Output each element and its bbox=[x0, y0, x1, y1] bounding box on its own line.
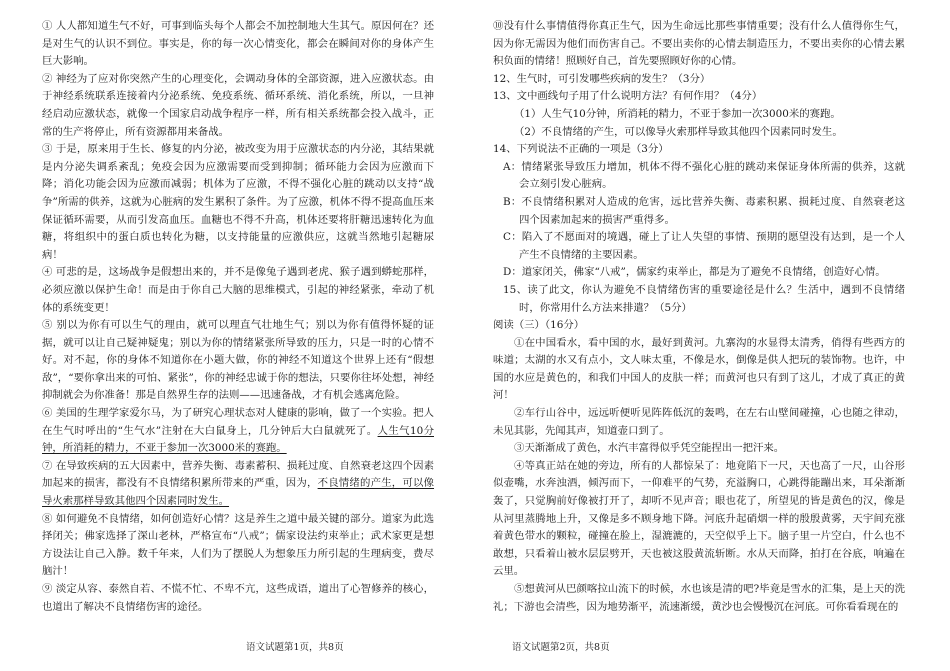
paragraph bbox=[493, 440, 905, 458]
paragraph-text: ⑤ 别以为你有可以生气的理由，就可以理直气壮地生气；别以为你有值得怀疑的证据，就可以让自己疑神疑鬼；别以为你的情绪紧张所导致的压力，只是一时的心情不好。对不起，你的身体不知道你在小题大做，你的神经不知道这个世界上还有“假想敌”，“要你拿出来的可怕、紧张”，你的神经忠诚于你的想法，只要你往坏处想，神经抑制就会为你准备！那是自然界生存的法则——迅速备战，才有机会逃离危险。 bbox=[42, 319, 434, 402]
paragraph bbox=[493, 159, 905, 194]
paragraph bbox=[493, 458, 905, 581]
paragraph bbox=[493, 581, 905, 616]
paragraph-text: ② 神经为了应对你突然产生的心理变化，会调动身体的全部资源，进入应激状态。由于神经系统联系连接着内分泌系统、免疫系统、循环系统、消化系统，所以，一旦神经启动应激状态，就像一个国家启动战争程序一样，所有相关系统都会投入战斗，正常的生产将停止，所有资源都用来备战。 bbox=[42, 72, 434, 138]
paragraph bbox=[493, 88, 905, 106]
paragraph-text: ⑦ 在导致疾病的五大因素中，营养失衡、毒素蓄积、损耗过度、自然衰老这四个因素加起来的损害，都没有不良情绪积累所带来的严重，因为， bbox=[42, 459, 434, 490]
underlined-sentence: 人生气10分钟，所消耗的精力，不亚于参加一次3000米的赛跑。 bbox=[42, 424, 434, 455]
paragraph-text: 阅读（三）（16分） bbox=[493, 319, 585, 332]
paragraph bbox=[42, 581, 434, 616]
page-footer-right: 语文试题第2页，共8页 bbox=[512, 642, 610, 653]
paragraph bbox=[42, 18, 434, 71]
paragraph bbox=[493, 124, 905, 142]
paragraph bbox=[493, 405, 905, 440]
paragraph-text: ④ 可悲的是，这场战争是假想出来的，并不是像兔子遇到老虎、猴子遇到蟒蛇那样，必须应激以保护生命！而是由于你自己大脑的思维模式，引起的神经紧张，牵动了机体的系统变更！ bbox=[42, 266, 434, 314]
paragraph-text: ⑧ 如何避免不良情绪，如何创造好心情？这是养生之道中最关键的部分。道家为此选择闭关；佛家选择了深山老林，严格宣布“八戒”；儒家设法约束举止；武术家更是想方设法让自己入静。数千年来，人们为了摆脱人为想象压力所引起的生理病变，费尽脑汁！ bbox=[42, 512, 434, 578]
paragraph-text: ③天渐渐成了黄色，水汽丰富得似乎凭空能捏出一把汗来。 bbox=[514, 442, 785, 455]
paragraph-text: ④等真正站在她的旁边，所有的人都惊呆了：地竟陷下一尺，天也高了一尺，山谷形似壶嘴，水奔浊酒，倾泻而下，一仰难平的气势，充溢胸口，心跳得能蹦出来，耳朵渐渐轰了，只觉胸前好像被打开了，却听不见声音；眼也花了，所望见的皆是黄色的汉，像是从河里蒸腾地上升，又像是多不顾身地下降。河底升起硝烟一样的殷殷黄雾，天宇间充涨着黄色带水的颗粒，碰撞在脸上，湿漉漉的，天空似乎上下。脑子里一片空白，什么也不敢想，只看着山被水层层劈开，天也被这股黄流斩断。水从天而降，拍打在谷底，响遍在云里。 bbox=[493, 459, 905, 578]
paragraph-text: 12、生气时，可引发哪些疾病的发生？（3分） bbox=[493, 72, 711, 85]
paragraph-text: ① 人人都知道生气不好，可事到临头每个人都会不加控制地大生其气。原因何在？还是对生气的认识不到位。事实是，你的每一次心情变化，都会在瞬间对你的身体产生巨大影响。 bbox=[42, 20, 434, 68]
paragraph-text: A：情绪紧张导致压力增加，机体不得不强化心脏的跳动来保证身体所需的供养，这就会立刻引发心脏病。 bbox=[503, 160, 905, 191]
paragraph bbox=[493, 194, 905, 229]
paragraph-text: （2）不良情绪的产生，可以像导火索那样导致其他四个因素同时发生。 bbox=[514, 125, 843, 138]
paragraph-text: ③ 于是，原来用于生长、修复的内分泌，被改变为用于应激状态的内分泌，其结果就是内分泌失调系紊乱；免疫会因为应激需要而受到抑制；循环能力会因为应激而下降；消化功能会因为应激而减弱；机体为了应激，不得不强化心脏的跳动以支持“战争”所需的供养，这就为心脏病的发生累积了条件。为了应激，机体不得不提高血压来保证循环需要，从而引发高血压。血糖也不得不升高，机体还要将肝糖迅速转化为血糖，将组织中的蛋白质也转化为糖，以支持能量的应激供应，这就当然地引起糖尿病！ bbox=[42, 143, 434, 261]
paragraph bbox=[493, 229, 905, 264]
paragraph-text: D：道家闭关，佛家“八戒”，儒家约束举止，都是为了避免不良情绪，创造好心情。 bbox=[503, 266, 886, 279]
paragraph-text: C：陷入了不愿面对的境遇，碰上了让人失望的事情、预期的愿望没有达到，是一个人产生不良情绪的主要因素。 bbox=[503, 231, 905, 261]
underlined-sentence: 不良情绪的产生，可以像导火索那样导致其他四个因素同时发生。 bbox=[42, 477, 435, 508]
paragraph-text: ⑤想黄河从巴颜喀拉山流下的时候，水也该是清的吧?毕竟是雪水的汇集，是上天的洗礼；下游也会清些，因为地势渐平，流速渐缓，黄沙也会慢慢沉在河底。可你看看现在的 bbox=[493, 583, 905, 613]
paragraph bbox=[42, 317, 434, 405]
paragraph-text: ①在中国看水，看中国的水，最好到黄河。九寨沟的水显得太清秀，俏得有些西方的味道；太湖的水又有点小，文人味太重，不像是水，倒像是供人把玩的装饰物。也许，中国的水应是黄色的，和我们中国人的皮肤一样；而黄河也只有到了这儿，才成了真正的黄河！ bbox=[493, 336, 905, 402]
paragraph bbox=[493, 335, 905, 405]
paragraph bbox=[42, 458, 434, 511]
paragraph bbox=[493, 106, 905, 124]
paragraph-text: 13、文中画线句子用了什么说明方法？有何作用？（4分） bbox=[493, 90, 763, 103]
paragraph-text: B：不良情绪积累对人造成的危害，远比营养失衡、毒素积累、损耗过度、自然衰老这四个因素加起来的损害严重得多。 bbox=[503, 195, 905, 226]
paragraph-text: 15、读了此文，你认为避免不良情绪伤害的重要途径是什么？生活中，遇到不良情绪时，你常用什么方法来排遣？（5分） bbox=[503, 283, 905, 314]
left-column bbox=[42, 18, 434, 616]
paragraph-text: ⑩没有什么事情值得你真正生气，因为生命远比那些事情重要；没有什么人值得你生气，因为你无需因为他们而伤害自己。不要出卖你的心情去制造压力，不要出卖你的心情去累积负面的情绪！照顾好自己，首先要照顾好你的心情。 bbox=[493, 20, 905, 68]
paragraph bbox=[42, 264, 434, 317]
paragraph bbox=[42, 405, 434, 458]
paragraph bbox=[42, 71, 434, 141]
paragraph bbox=[493, 282, 905, 317]
paragraph bbox=[42, 141, 434, 264]
paragraph bbox=[493, 18, 905, 71]
paragraph bbox=[493, 141, 905, 159]
paragraph-text: 14、下列说法不正确的一项是（3分） bbox=[493, 143, 669, 156]
paragraph bbox=[493, 264, 905, 282]
right-column bbox=[493, 18, 905, 616]
page-footer-left: 语文试题第1页，共8页 bbox=[246, 642, 344, 653]
paragraph-text: ⑥ 美国的生理学家爱尔马，为了研究心理状态对人健康的影响，做了一个实验。把人在生气时呼出的“生气水”注射在大白鼠身上，几分钟后大白鼠就死了。 bbox=[42, 407, 434, 437]
paragraph bbox=[493, 317, 905, 335]
paragraph bbox=[493, 71, 905, 89]
paragraph-text: ⑨ 淡定从容、泰然自若、不慌不忙、不卑不亢，这些成语，道出了心智修养的核心，也道出了解决不良情绪伤害的途径。 bbox=[42, 583, 434, 613]
paragraph bbox=[42, 511, 434, 581]
paragraph-text: ②车行山谷中，远远听便听见阵阵低沉的轰鸣，在左右山壁间碰撞，心也随之律动，未见其影，先闻其声，知道壶口到了。 bbox=[493, 407, 905, 437]
paragraph-text: （1）人生气10分钟，所消耗的精力，不亚于参加一次3000米的赛跑。 bbox=[514, 107, 841, 120]
